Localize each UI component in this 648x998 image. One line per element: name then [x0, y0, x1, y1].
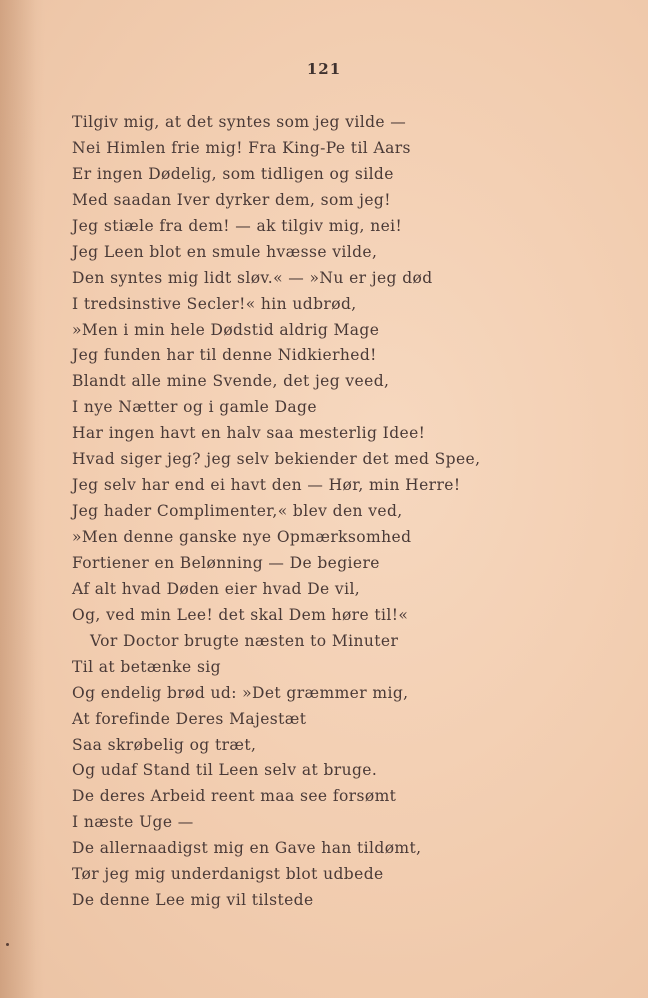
poem-line: Hvad siger jeg? jeg selv bekiender det med Spee,	[72, 450, 481, 469]
margin-speck	[6, 943, 9, 946]
poem-line: De allernaadigst mig en Gave han tildømt,	[72, 839, 422, 858]
poem-line: Fortiener en Belønning — De begiere	[72, 553, 380, 572]
poem-line: Den syntes mig lidt sløv.« — »Nu er jeg død	[72, 268, 433, 287]
poem-line: Jeg stiæle fra dem! — ak tilgiv mig, nei!	[72, 216, 403, 235]
poem-line: Er ingen Dødelig, som tidligen og silde	[72, 164, 394, 183]
poem-line: Har ingen havt en halv saa mesterlig Idee!	[72, 424, 426, 443]
poem-line: Til at betænke sig	[72, 657, 221, 676]
poem-line: Nei Himlen frie mig! Fra King-Pe til Aars	[72, 138, 411, 157]
poem-line: Blandt alle mine Svende, det jeg veed,	[72, 372, 390, 391]
poem-line: Tilgiv mig, at det syntes som jeg vilde —	[72, 113, 407, 131]
poem-line: Og udaf Stand til Leen selv at bruge.	[72, 761, 378, 780]
poem-line: Jeg selv har end ei havt den — Hør, min Herre!	[72, 476, 461, 495]
poem-line: Med saadan Iver dyrker dem, som jeg!	[72, 190, 391, 209]
page-spine-shadow	[0, 0, 36, 998]
poem-line: At forefinde Deres Majestæt	[72, 709, 307, 728]
page-number: 121	[306, 60, 342, 78]
poem-line: I nye Nætter og i gamle Dage	[72, 398, 317, 417]
poem-line: I næste Uge —	[72, 813, 194, 832]
poem-line: Tør jeg mig underdanigst blot udbede	[72, 865, 384, 884]
poem-line: Og endelig brød ud: »Det græmmer mig,	[72, 683, 409, 702]
poem-line: Saa skrøbelig og træt,	[72, 735, 257, 754]
poem-line: De deres Arbeid reent maa see forsømt	[72, 787, 397, 806]
poem-line: Og, ved min Lee! det skal Dem høre til!«	[72, 605, 409, 624]
poem-line: Jeg Leen blot en smule hvæsse vilde,	[72, 242, 378, 261]
poem-line: Jeg funden har til denne Nidkierhed!	[72, 346, 377, 365]
poem-line: De denne Lee mig vil tilstede	[72, 891, 314, 910]
poem-line: »Men denne ganske nye Opmærksomhed	[72, 528, 412, 546]
poem-line: Jeg hader Complimenter,« blev den ved,	[72, 502, 403, 521]
poem-line: Vor Doctor brugte næsten to Minuter	[90, 631, 399, 650]
poem-text	[72, 110, 552, 914]
poem-line: Af alt hvad Døden eier hvad De vil,	[72, 579, 361, 598]
poem-line: I tredsinstive Secler!« hin udbrød,	[72, 294, 357, 313]
poem-line: »Men i min hele Dødstid aldrig Mage	[72, 320, 380, 339]
